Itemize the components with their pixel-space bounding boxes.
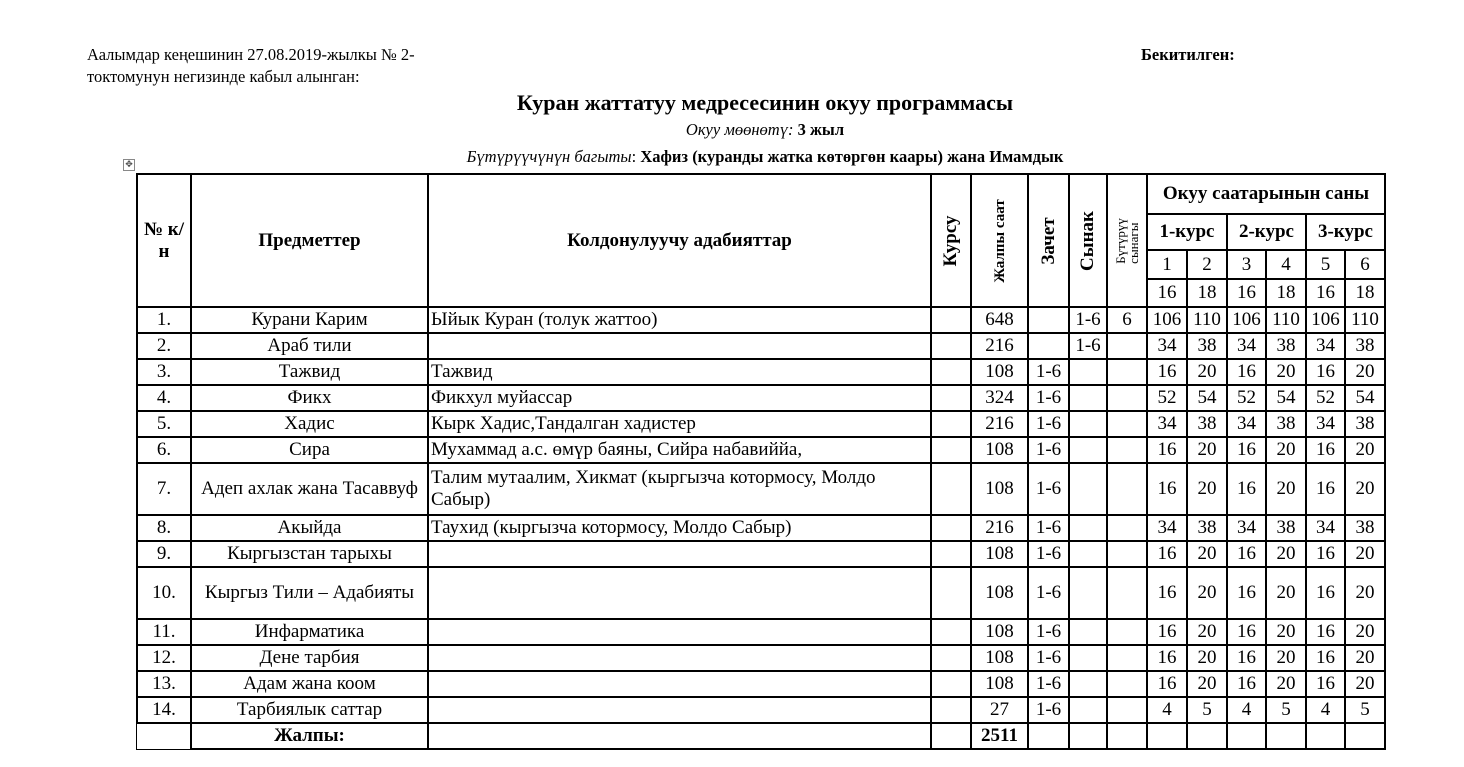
row-number: 1.	[137, 307, 191, 333]
semester-hours-cell: 20	[1266, 671, 1306, 697]
semester-hours-cell: 38	[1266, 411, 1306, 437]
subject-cell: Дене тарбия	[191, 645, 428, 671]
semester-hours-cell: 16	[1227, 437, 1266, 463]
semester-hours-cell: 52	[1147, 385, 1187, 411]
subject-cell: Адам жана коом	[191, 671, 428, 697]
semester-hours-cell: 38	[1266, 515, 1306, 541]
semester-hours-cell: 34	[1147, 515, 1187, 541]
curriculum-table-body	[137, 174, 1385, 749]
semester-hours-cell: 16	[1227, 463, 1266, 515]
total-hours-cell: 108	[971, 567, 1028, 619]
total-row-blank	[137, 723, 191, 749]
kursu-cell	[931, 619, 971, 645]
final-exam-cell	[1107, 619, 1147, 645]
zachet-cell: 1-6	[1028, 619, 1069, 645]
semester-hours-cell: 16	[1147, 645, 1187, 671]
final-exam-cell	[1107, 671, 1147, 697]
total-hours-cell: 27	[971, 697, 1028, 723]
table-row	[137, 359, 1385, 385]
graduate-direction-value: Хафиз (куранды жатка көтөргөн каары) жана Имамдык	[640, 147, 1064, 166]
literature-cell	[428, 567, 931, 619]
study-duration-label: Окуу мөөнөтү:	[685, 120, 794, 139]
col-header-final-exam-line1: Бүтүрүү	[1113, 217, 1128, 264]
semester-hours-cell: 16	[1306, 567, 1345, 619]
total-hours-cell: 108	[971, 437, 1028, 463]
kursu-cell	[931, 541, 971, 567]
col-header-zachet-text: Зачет	[1037, 216, 1059, 265]
synak-cell	[1069, 385, 1107, 411]
subject-cell: Араб тили	[191, 333, 428, 359]
total-hours-cell: 108	[971, 619, 1028, 645]
approval-note-line1: Аалымдар кеңешинин 27.08.2019-жылкы № 2-	[87, 45, 415, 64]
curriculum-table	[136, 173, 1386, 750]
total-hours-cell: 108	[971, 463, 1028, 515]
table-row	[137, 671, 1385, 697]
semester-hours-cell: 20	[1266, 645, 1306, 671]
row-number: 3.	[137, 359, 191, 385]
semester-hours-cell: 4	[1147, 697, 1187, 723]
semester-header: 3	[1227, 250, 1266, 279]
literature-cell	[428, 697, 931, 723]
semester-hours-cell: 16	[1306, 645, 1345, 671]
zachet-cell: 1-6	[1028, 385, 1069, 411]
synak-cell	[1069, 463, 1107, 515]
semester-hours-cell: 20	[1266, 619, 1306, 645]
table-row	[137, 411, 1385, 437]
col-header-literature: Колдонулуучу адабияттар	[428, 174, 931, 307]
col-header-total-hours	[971, 174, 1028, 307]
final-exam-cell	[1107, 645, 1147, 671]
table-row	[137, 385, 1385, 411]
semester-hours-cell: 16	[1306, 671, 1345, 697]
study-duration	[0, 120, 1464, 140]
semester-hours-cell: 38	[1345, 333, 1385, 359]
total-empty-cell	[1345, 723, 1385, 749]
zachet-cell: 1-6	[1028, 697, 1069, 723]
subject-cell: Сира	[191, 437, 428, 463]
total-hours-cell: 216	[971, 333, 1028, 359]
row-number: 4.	[137, 385, 191, 411]
subject-cell: Хадис	[191, 411, 428, 437]
col-header-zachet	[1028, 174, 1069, 307]
total-hours-cell: 108	[971, 671, 1028, 697]
row-number: 13.	[137, 671, 191, 697]
semester-hours-cell: 16	[1147, 463, 1187, 515]
col-header-kursu-text: Курсу	[940, 214, 961, 267]
semester-hours-cell: 20	[1345, 541, 1385, 567]
semester-hours-cell: 38	[1187, 515, 1227, 541]
subject-cell: Тажвид	[191, 359, 428, 385]
total-empty-cell	[1187, 723, 1227, 749]
semester-hours-cell: 16	[1227, 359, 1266, 385]
final-exam-cell	[1107, 333, 1147, 359]
kursu-cell	[931, 437, 971, 463]
synak-cell	[1069, 567, 1107, 619]
final-exam-cell	[1107, 515, 1147, 541]
table-row	[137, 645, 1385, 671]
synak-cell: 1-6	[1069, 333, 1107, 359]
table-row	[137, 619, 1385, 645]
semester-hours-cell: 52	[1306, 385, 1345, 411]
literature-cell: Фикхул муйассар	[428, 385, 931, 411]
total-row	[137, 723, 1385, 749]
table-row	[137, 437, 1385, 463]
col-header-number: № к/н	[137, 174, 191, 307]
row-number: 14.	[137, 697, 191, 723]
semester-hours-cell: 20	[1345, 463, 1385, 515]
graduate-direction: Бүтүрүүчүнүн багыты: Хафиз (куранды жатка көтөргөн каары) жана Имамдык	[466, 147, 1064, 166]
synak-cell: 1-6	[1069, 307, 1107, 333]
kursu-cell	[931, 515, 971, 541]
final-exam-cell	[1107, 359, 1147, 385]
zachet-cell	[1028, 333, 1069, 359]
approval-note-line2: токтомунун негизинде кабыл алынган:	[87, 67, 360, 86]
final-exam-cell	[1107, 385, 1147, 411]
total-empty-cell	[1147, 723, 1187, 749]
semester-hours-cell: 20	[1345, 567, 1385, 619]
semester-hours-cell: 16	[1147, 567, 1187, 619]
document-title: Куран жаттатуу медресесинин окуу программасы	[516, 90, 1014, 115]
weeks-header: 16	[1147, 279, 1187, 307]
synak-cell	[1069, 541, 1107, 567]
subject-cell: Кыргыз Тили – Адабияты	[191, 567, 428, 619]
semester-hours-cell: 38	[1266, 333, 1306, 359]
kursu-cell	[931, 411, 971, 437]
synak-cell	[1069, 619, 1107, 645]
literature-cell	[428, 619, 931, 645]
table-row	[137, 515, 1385, 541]
synak-cell	[1069, 645, 1107, 671]
semester-hours-cell: 34	[1227, 515, 1266, 541]
total-empty-cell	[1028, 723, 1069, 749]
weeks-header: 18	[1266, 279, 1306, 307]
total-label: Жалпы:	[191, 723, 428, 749]
subject-cell: Адеп ахлак жана Тасаввуф	[191, 463, 428, 515]
graduate-direction-label: Бүтүрүүчүнүн багыты	[466, 147, 632, 166]
semester-hours-cell: 16	[1227, 645, 1266, 671]
literature-cell: Мухаммад а.с. өмүр баяны, Сийра набавиййа,	[428, 437, 931, 463]
col-header-hours-group: Окуу саатарынын саны	[1147, 174, 1385, 214]
literature-cell	[428, 333, 931, 359]
semester-hours-cell: 5	[1187, 697, 1227, 723]
semester-hours-cell: 20	[1187, 463, 1227, 515]
table-row	[137, 541, 1385, 567]
semester-hours-cell: 20	[1266, 541, 1306, 567]
zachet-cell: 1-6	[1028, 567, 1069, 619]
total-literature-empty	[428, 723, 931, 749]
literature-cell: Талим мутаалим, Хикмат (кыргызча котормосу, Молдо Сабыр)	[428, 463, 931, 515]
total-hours-cell: 108	[971, 359, 1028, 385]
semester-hours-cell: 52	[1227, 385, 1266, 411]
zachet-cell: 1-6	[1028, 463, 1069, 515]
total-hours-cell: 216	[971, 411, 1028, 437]
semester-hours-cell: 54	[1266, 385, 1306, 411]
semester-hours-cell: 16	[1306, 541, 1345, 567]
row-number: 5.	[137, 411, 191, 437]
final-exam-cell	[1107, 437, 1147, 463]
total-hours-cell: 648	[971, 307, 1028, 333]
semester-hours-cell: 106	[1227, 307, 1266, 333]
subject-cell: Курани Карим	[191, 307, 428, 333]
total-hours-cell: 216	[971, 515, 1028, 541]
semester-hours-cell: 38	[1345, 515, 1385, 541]
total-value: 2511	[971, 723, 1028, 749]
semester-hours-cell: 20	[1266, 567, 1306, 619]
synak-cell	[1069, 697, 1107, 723]
subject-cell: Фикх	[191, 385, 428, 411]
row-number: 12.	[137, 645, 191, 671]
semester-hours-cell: 106	[1306, 307, 1345, 333]
weeks-header: 16	[1306, 279, 1345, 307]
zachet-cell: 1-6	[1028, 359, 1069, 385]
total-empty-cell	[1266, 723, 1306, 749]
semester-hours-cell: 38	[1187, 333, 1227, 359]
semester-header: 6	[1345, 250, 1385, 279]
weeks-header: 16	[1227, 279, 1266, 307]
subject-cell: Инфарматика	[191, 619, 428, 645]
table-row	[137, 567, 1385, 619]
semester-hours-cell: 16	[1147, 437, 1187, 463]
total-empty-cell	[1069, 723, 1107, 749]
synak-cell	[1069, 359, 1107, 385]
synak-cell	[1069, 671, 1107, 697]
final-exam-cell	[1107, 541, 1147, 567]
total-empty-cell	[1107, 723, 1147, 749]
semester-hours-cell: 20	[1187, 671, 1227, 697]
semester-hours-cell: 20	[1187, 645, 1227, 671]
semester-hours-cell: 20	[1345, 671, 1385, 697]
row-number: 6.	[137, 437, 191, 463]
semester-hours-cell: 54	[1187, 385, 1227, 411]
semester-header: 5	[1306, 250, 1345, 279]
literature-cell	[428, 645, 931, 671]
col-header-final-exam-line2: сынагы	[1126, 222, 1141, 264]
semester-hours-cell: 16	[1306, 437, 1345, 463]
zachet-cell: 1-6	[1028, 645, 1069, 671]
col-header-total-hours-text: Жалпы саат	[991, 198, 1008, 283]
kursu-cell	[931, 697, 971, 723]
semester-hours-cell: 20	[1345, 619, 1385, 645]
semester-hours-cell: 110	[1266, 307, 1306, 333]
row-number: 9.	[137, 541, 191, 567]
semester-hours-cell: 54	[1345, 385, 1385, 411]
semester-hours-cell: 34	[1306, 515, 1345, 541]
semester-hours-cell: 16	[1306, 619, 1345, 645]
synak-cell	[1069, 437, 1107, 463]
literature-cell: Таухид (кыргызча котормосу, Молдо Сабыр)	[428, 515, 931, 541]
semester-hours-cell: 20	[1266, 437, 1306, 463]
kursu-cell	[931, 567, 971, 619]
semester-hours-cell: 16	[1147, 359, 1187, 385]
semester-hours-cell: 20	[1345, 645, 1385, 671]
final-exam-cell	[1107, 697, 1147, 723]
semester-hours-cell: 34	[1227, 411, 1266, 437]
final-exam-cell	[1107, 463, 1147, 515]
col-header-synak-text: Сынак	[1077, 210, 1098, 271]
approved-label: Бекитилген:	[1141, 45, 1235, 64]
kursu-cell	[931, 333, 971, 359]
literature-cell	[428, 671, 931, 697]
semester-hours-cell: 20	[1345, 359, 1385, 385]
semester-hours-cell: 16	[1227, 541, 1266, 567]
zachet-cell	[1028, 307, 1069, 333]
total-hours-cell: 108	[971, 541, 1028, 567]
zachet-cell: 1-6	[1028, 671, 1069, 697]
total-hours-cell: 324	[971, 385, 1028, 411]
semester-hours-cell: 106	[1147, 307, 1187, 333]
total-empty-cell	[1227, 723, 1266, 749]
kursu-cell	[931, 463, 971, 515]
semester-hours-cell: 20	[1187, 619, 1227, 645]
row-number: 11.	[137, 619, 191, 645]
semester-hours-cell: 34	[1306, 333, 1345, 359]
zachet-cell: 1-6	[1028, 515, 1069, 541]
semester-header: 1	[1147, 250, 1187, 279]
semester-hours-cell: 5	[1345, 697, 1385, 723]
kursu-cell	[931, 385, 971, 411]
semester-hours-cell: 16	[1227, 619, 1266, 645]
col-header-synak	[1069, 174, 1107, 307]
semester-hours-cell: 20	[1266, 463, 1306, 515]
total-kursu-empty	[931, 723, 971, 749]
table-row	[137, 463, 1385, 515]
literature-cell: Тажвид	[428, 359, 931, 385]
semester-hours-cell: 34	[1227, 333, 1266, 359]
subject-cell: Акыйда	[191, 515, 428, 541]
semester-hours-cell: 16	[1147, 671, 1187, 697]
weeks-header: 18	[1187, 279, 1227, 307]
semester-hours-cell: 5	[1266, 697, 1306, 723]
semester-hours-cell: 34	[1306, 411, 1345, 437]
row-number: 2.	[137, 333, 191, 359]
semester-hours-cell: 4	[1227, 697, 1266, 723]
semester-hours-cell: 16	[1227, 567, 1266, 619]
total-empty-cell	[1306, 723, 1345, 749]
kursu-cell	[931, 671, 971, 697]
semester-header: 2	[1187, 250, 1227, 279]
semester-hours-cell: 16	[1147, 619, 1187, 645]
semester-hours-cell: 4	[1306, 697, 1345, 723]
semester-hours-cell: 38	[1345, 411, 1385, 437]
literature-cell: Ыйык Куран (толук жаттоо)	[428, 307, 931, 333]
course-header-1: 1-курс	[1147, 214, 1227, 250]
semester-hours-cell: 16	[1227, 671, 1266, 697]
semester-hours-cell: 20	[1187, 567, 1227, 619]
semester-hours-cell: 20	[1266, 359, 1306, 385]
semester-hours-cell: 20	[1187, 359, 1227, 385]
semester-hours-cell: 110	[1345, 307, 1385, 333]
row-number: 7.	[137, 463, 191, 515]
course-header-2: 2-курс	[1227, 214, 1306, 250]
semester-hours-cell: 16	[1306, 463, 1345, 515]
semester-hours-cell: 20	[1345, 437, 1385, 463]
final-exam-cell: 6	[1107, 307, 1147, 333]
kursu-cell	[931, 645, 971, 671]
kursu-cell	[931, 359, 971, 385]
table-move-handle-icon[interactable]: ✥	[123, 159, 135, 171]
table-row	[137, 697, 1385, 723]
zachet-cell: 1-6	[1028, 437, 1069, 463]
zachet-cell: 1-6	[1028, 411, 1069, 437]
semester-hours-cell: 16	[1147, 541, 1187, 567]
final-exam-cell	[1107, 411, 1147, 437]
semester-hours-cell: 16	[1306, 359, 1345, 385]
col-header-kursu	[931, 174, 971, 307]
approval-note	[87, 44, 415, 88]
subject-cell: Тарбиялык саттар	[191, 697, 428, 723]
subject-cell: Кыргызстан тарыхы	[191, 541, 428, 567]
synak-cell	[1069, 515, 1107, 541]
zachet-cell: 1-6	[1028, 541, 1069, 567]
semester-hours-cell: 38	[1187, 411, 1227, 437]
semester-hours-cell: 20	[1187, 541, 1227, 567]
semester-hours-cell: 34	[1147, 333, 1187, 359]
semester-hours-cell: 110	[1187, 307, 1227, 333]
total-hours-cell: 108	[971, 645, 1028, 671]
table-row	[137, 333, 1385, 359]
kursu-cell	[931, 307, 971, 333]
table-row	[137, 307, 1385, 333]
semester-header: 4	[1266, 250, 1306, 279]
literature-cell: Кырк Хадис,Тандалган хадистер	[428, 411, 931, 437]
semester-hours-cell: 20	[1187, 437, 1227, 463]
literature-cell	[428, 541, 931, 567]
synak-cell	[1069, 411, 1107, 437]
semester-hours-cell: 34	[1147, 411, 1187, 437]
row-number: 8.	[137, 515, 191, 541]
col-header-subjects: Предметтер	[191, 174, 428, 307]
row-number: 10.	[137, 567, 191, 619]
course-header-3: 3-курс	[1306, 214, 1385, 250]
col-header-final-exam	[1107, 174, 1147, 307]
study-duration-value: 3 жыл	[797, 120, 845, 139]
weeks-header: 18	[1345, 279, 1385, 307]
final-exam-cell	[1107, 567, 1147, 619]
